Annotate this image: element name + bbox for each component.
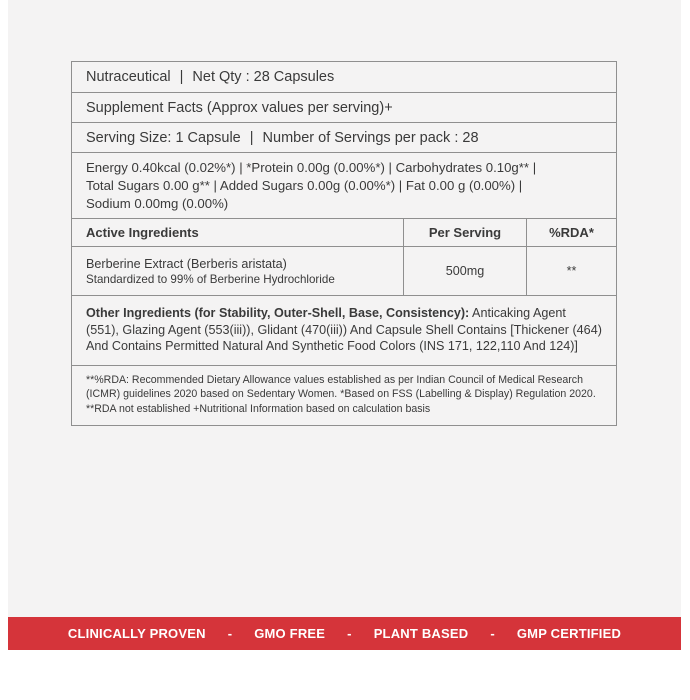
ingredient-detail: Standardized to 99% of Berberine Hydrochloride <box>86 272 335 286</box>
banner-separator: - <box>490 626 495 641</box>
ingredients-header <box>72 219 616 247</box>
per-serving-value: 500mg <box>404 247 527 295</box>
servings-per-pack: Number of Servings per pack : 28 <box>262 129 479 146</box>
claim-clinically-proven: CLINICALLY PROVEN <box>67 626 206 641</box>
other-ingredients-label: Other Ingredients (for Stability, Outer-Shell, Base, Consistency): <box>86 306 470 320</box>
ingredient-name: Berberine Extract (Berberis aristata) <box>86 256 287 271</box>
footnote: **%RDA: Recommended Dietary Allowance values established as per Indian Council of Medical Research (ICMR) guidelines 2020 based on Sedentary Women. *Based on FSS (Labelling & Display) Regulation 2020. **RDA not established +Nutritional Information based on calculation basis <box>86 373 596 415</box>
claims-banner <box>8 617 681 650</box>
nutrition-line-3: Sodium 0.00mg (0.00%) <box>86 195 229 211</box>
banner-separator: - <box>347 626 352 641</box>
supplement-facts-row <box>72 93 616 123</box>
other-ingredients <box>72 296 616 366</box>
rda-value: ** <box>566 264 577 278</box>
ingredient-cell <box>72 247 404 295</box>
nutrition-row <box>72 153 616 219</box>
category-label: Nutraceutical <box>86 69 171 85</box>
nutrition-line-1: Energy 0.40kcal (0.02%*) | *Protein 0.00g (0.00%*) | Carbohydrates 0.10g** | <box>86 159 537 175</box>
other-ingredients-text: Anticaking Agent (551), Glazing Agent (553(iii)), Glidant (470(iii)) And Capsule Shell Contains [Thickener (464) And Contains Permitted Natural And Synthetic Food Colors (INS 171, 122,110 And 124)] <box>86 306 602 354</box>
net-qty: Net Qty : 28 Capsules <box>192 69 335 85</box>
claim-gmo-free: GMO FREE <box>254 626 326 641</box>
claim-gmp-certified: GMP CERTIFIED <box>516 626 622 641</box>
serving-row <box>72 123 616 153</box>
header-active-ingredients: Active Ingredients <box>72 219 404 246</box>
header-per-serving: Per Serving <box>404 219 527 246</box>
claim-plant-based: PLANT BASED <box>373 626 469 641</box>
supplement-facts-title: Supplement Facts (Approx values per serving)+ <box>86 99 393 116</box>
banner-separator: - <box>227 626 233 641</box>
serving-size: Serving Size: 1 Capsule <box>86 129 241 146</box>
supplement-facts-table <box>71 61 617 426</box>
nutrition-line-2: Total Sugars 0.00 g** | Added Sugars 0.00g (0.00%*) | Fat 0.00 g (0.00%) | <box>86 177 523 193</box>
table-row <box>72 247 616 296</box>
divider: | <box>179 69 184 85</box>
divider: | <box>249 129 254 146</box>
header-rda: %RDA* <box>549 225 594 240</box>
category-row <box>72 62 616 93</box>
